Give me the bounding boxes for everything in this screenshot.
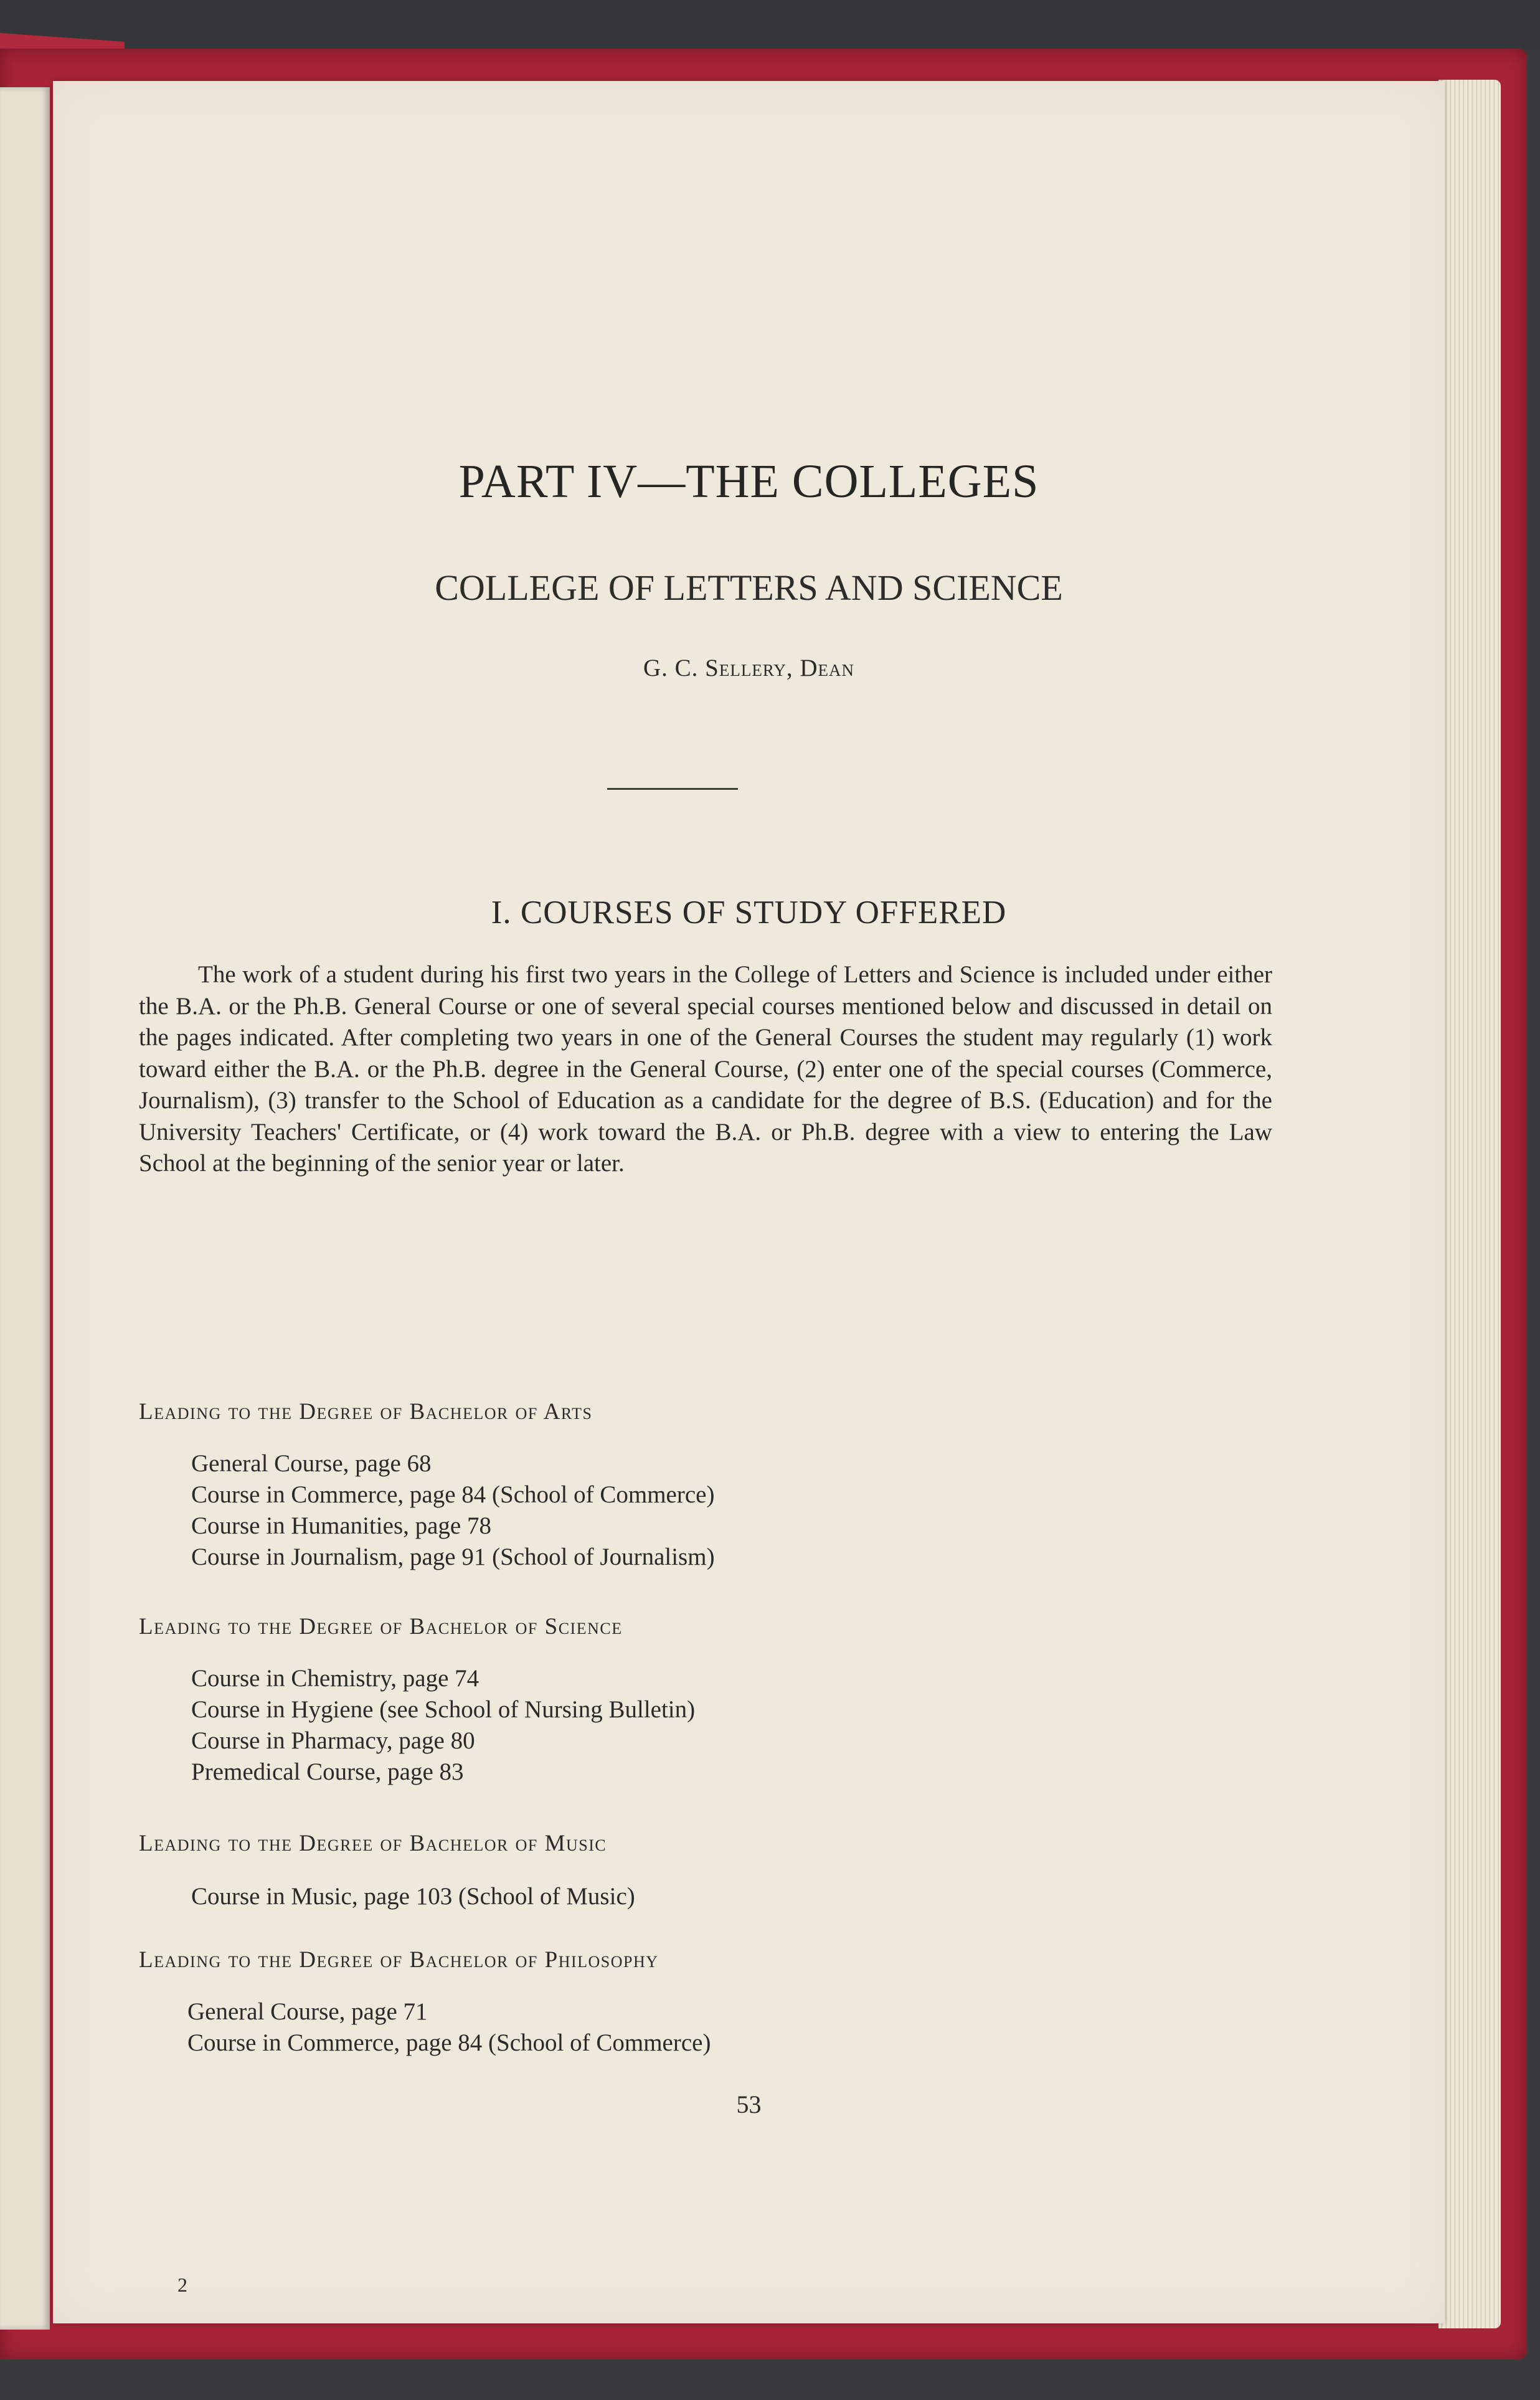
- course-list-bmus: [191, 1881, 635, 1912]
- course-item: Course in Commerce, page 84 (School of Commerce): [187, 2029, 711, 2056]
- course-item: Course in Commerce, page 84 (School of Commerce): [191, 1481, 715, 1508]
- course-item: Course in Chemistry, page 74: [191, 1665, 479, 1692]
- degree-heading-ba: Leading to the Degree of Bachelor of Arts: [139, 1399, 593, 1425]
- course-list-bs: [191, 1663, 695, 1788]
- degree-heading-bmus: Leading to the Degree of Bachelor of Music: [139, 1831, 607, 1856]
- course-item: General Course, page 71: [187, 1998, 428, 2025]
- course-item: Course in Journalism, page 91 (School of Journalism): [191, 1544, 715, 1570]
- course-list-ba: [191, 1448, 715, 1573]
- page-edges: [1438, 80, 1501, 2328]
- section-title: I. COURSES OF STUDY OFFERED: [491, 894, 1007, 931]
- college-title: COLLEGE OF LETTERS AND SCIENCE: [435, 567, 1063, 608]
- book-page: [53, 81, 1445, 2323]
- degree-heading-phb: Leading to the Degree of Bachelor of Philosophy: [139, 1947, 659, 1973]
- scanner-background: [0, 0, 1540, 50]
- course-item: Course in Pharmacy, page 80: [191, 1727, 475, 1754]
- page-number: 53: [736, 2090, 762, 2118]
- course-item: Course in Hygiene (see School of Nursing Bulletin): [191, 1696, 696, 1723]
- degree-heading-bs: Leading to the Degree of Bachelor of Science: [139, 1614, 623, 1639]
- facing-page-edge: [0, 87, 50, 2330]
- course-item: Course in Humanities, page 78: [191, 1512, 491, 1539]
- course-item: Premedical Course, page 83: [191, 1758, 464, 1785]
- course-item: General Course, page 68: [191, 1450, 432, 1477]
- dean-line: G. C. Sellery, Dean: [643, 655, 854, 681]
- signature-mark: 2: [177, 2274, 187, 2296]
- page-content: [53, 81, 1445, 2323]
- course-item: Course in Music, page 103 (School of Music): [191, 1883, 635, 1910]
- course-list-phb: [187, 1996, 711, 2059]
- intro-paragraph: The work of a student during his first two years in the College of Letters and Science is included under either the B.A. or the Ph.B. General Course or one of several special courses mentioned below and discussed in detail on the pages indicated. After completing two years in one of the General Courses the student may regularly (1) work toward either the B.A. or the Ph.B. degree in the General Course, (2) enter one of the special courses (Commerce, Journalism), (3) transfer to the School of Education as a candidate for the degree of B.S. (Education) and for the University Teachers' Certificate, or (4) work toward the B.A. or Ph.B. degree with a view to entering the Law School at the beginning of the senior year or later.: [139, 961, 1272, 1177]
- part-title: PART IV—THE COLLEGES: [458, 455, 1039, 508]
- divider-rule: [607, 788, 738, 790]
